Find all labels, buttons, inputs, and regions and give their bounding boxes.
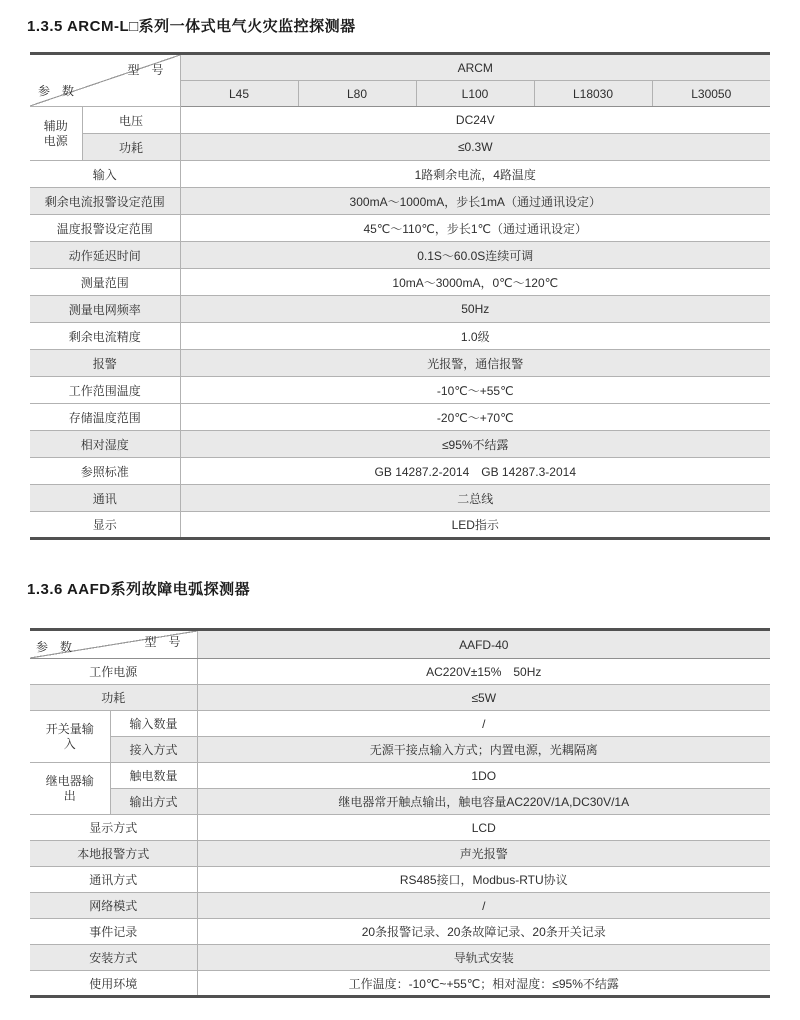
aafd-spec-table bbox=[30, 628, 770, 998]
row-label-cell: 网络模式 bbox=[30, 893, 197, 919]
arcm-spec-table bbox=[30, 52, 770, 540]
table-row bbox=[30, 945, 770, 971]
table-row bbox=[30, 296, 770, 323]
table-row bbox=[30, 404, 770, 431]
row-value-cell: / bbox=[197, 711, 770, 737]
row-label-cell: 功耗 bbox=[30, 685, 197, 711]
row-label-cell: 剩余电流精度 bbox=[30, 323, 180, 350]
table-row bbox=[30, 431, 770, 458]
row-value-cell: ≤0.3W bbox=[180, 134, 770, 161]
table-row bbox=[30, 269, 770, 296]
table-row bbox=[30, 107, 770, 134]
param-axis-label: 参 数 bbox=[38, 84, 75, 98]
row-value-cell: 声光报警 bbox=[197, 841, 770, 867]
row-label-cell: 输出方式 bbox=[110, 789, 197, 815]
table-row bbox=[30, 919, 770, 945]
table-row bbox=[30, 711, 770, 737]
row-label-cell: 存储温度范围 bbox=[30, 404, 180, 431]
param-axis-label: 参 数 bbox=[36, 640, 73, 654]
table-row bbox=[30, 971, 770, 997]
section-2-title: 1.3.6 AAFD系列故障电弧探测器 bbox=[27, 581, 251, 598]
table-row bbox=[30, 323, 770, 350]
model-header-cell: L18030 bbox=[534, 81, 652, 107]
row-label-cell: 报警 bbox=[30, 350, 180, 377]
table-row bbox=[30, 659, 770, 685]
table-row bbox=[30, 737, 770, 763]
row-label-cell: 使用环境 bbox=[30, 971, 197, 997]
row-value-cell: 1.0级 bbox=[180, 323, 770, 350]
row-value-cell: LED指示 bbox=[180, 512, 770, 539]
row-value-cell: 50Hz bbox=[180, 296, 770, 323]
row-value-cell: -20℃～+70℃ bbox=[180, 404, 770, 431]
row-value-cell: 45℃～110℃，步长1℃（通过通讯设定） bbox=[180, 215, 770, 242]
row-group-cell: 开关量输入 bbox=[30, 711, 110, 763]
row-label-cell: 工作电源 bbox=[30, 659, 197, 685]
row-label-cell: 参照标准 bbox=[30, 458, 180, 485]
row-group-cell: 辅助电源 bbox=[30, 107, 82, 161]
row-label-cell: 本地报警方式 bbox=[30, 841, 197, 867]
corner-cell bbox=[30, 54, 180, 107]
table-row bbox=[30, 161, 770, 188]
table-row bbox=[30, 215, 770, 242]
row-value-cell: 工作温度：-10℃~+55℃；相对湿度：≤95%不结露 bbox=[197, 971, 770, 997]
model-header-cell: L45 bbox=[180, 81, 298, 107]
table-row bbox=[30, 188, 770, 215]
row-label-cell: 通讯方式 bbox=[30, 867, 197, 893]
row-value-cell: 无源干接点输入方式；内置电源，光耦隔离 bbox=[197, 737, 770, 763]
row-label-cell: 显示方式 bbox=[30, 815, 197, 841]
table-row bbox=[30, 893, 770, 919]
table-row bbox=[30, 867, 770, 893]
table-row bbox=[30, 789, 770, 815]
row-value-cell: 10mA～3000mA，0℃～120℃ bbox=[180, 269, 770, 296]
row-label-cell: 剩余电流报警设定范围 bbox=[30, 188, 180, 215]
table-row bbox=[30, 350, 770, 377]
table-row bbox=[30, 763, 770, 789]
section-1-title: 1.3.5 ARCM-L□系列一体式电气火灾监控探测器 bbox=[27, 18, 356, 35]
table-row bbox=[30, 685, 770, 711]
row-label-cell: 测量范围 bbox=[30, 269, 180, 296]
corner-cell bbox=[30, 630, 197, 659]
row-label-cell: 温度报警设定范围 bbox=[30, 215, 180, 242]
row-label-cell: 工作范围温度 bbox=[30, 377, 180, 404]
row-value-cell: -10℃～+55℃ bbox=[180, 377, 770, 404]
row-value-cell: LCD bbox=[197, 815, 770, 841]
model-header-cell: AAFD-40 bbox=[197, 630, 770, 659]
row-value-cell: 二总线 bbox=[180, 485, 770, 512]
model-header-cell: L80 bbox=[298, 81, 416, 107]
row-value-cell: 继电器常开触点输出，触电容量AC220V/1A,DC30V/1A bbox=[197, 789, 770, 815]
row-value-cell: 20条报警记录、20条故障记录、20条开关记录 bbox=[197, 919, 770, 945]
row-value-cell: 1DO bbox=[197, 763, 770, 789]
model-axis-label: 型 号 bbox=[144, 635, 181, 649]
row-value-cell: 0.1S～60.0S连续可调 bbox=[180, 242, 770, 269]
row-label-cell: 相对湿度 bbox=[30, 431, 180, 458]
model-header-cell: L100 bbox=[416, 81, 534, 107]
corner-diagonal bbox=[30, 55, 180, 106]
row-label-cell: 安装方式 bbox=[30, 945, 197, 971]
table-row bbox=[30, 512, 770, 539]
header-row bbox=[30, 630, 770, 659]
table-row bbox=[30, 458, 770, 485]
row-group-cell: 继电器输出 bbox=[30, 763, 110, 815]
row-label-cell: 显示 bbox=[30, 512, 180, 539]
row-label-cell: 电压 bbox=[82, 107, 180, 134]
row-label-cell: 功耗 bbox=[82, 134, 180, 161]
row-label-cell: 触电数量 bbox=[110, 763, 197, 789]
series-header-cell: ARCM bbox=[180, 54, 770, 81]
row-label-cell: 动作延迟时间 bbox=[30, 242, 180, 269]
row-label-cell: 通讯 bbox=[30, 485, 180, 512]
corner-diagonal bbox=[30, 631, 197, 658]
row-label-cell: 接入方式 bbox=[110, 737, 197, 763]
row-label-cell: 事件记录 bbox=[30, 919, 197, 945]
row-value-cell: 导轨式安装 bbox=[197, 945, 770, 971]
row-value-cell: ≤95%不结露 bbox=[180, 431, 770, 458]
row-value-cell: RS485接口，Modbus-RTU协议 bbox=[197, 867, 770, 893]
table-row bbox=[30, 841, 770, 867]
model-axis-label: 型 号 bbox=[127, 63, 164, 77]
table-row bbox=[30, 377, 770, 404]
row-value-cell: 1路剩余电流，4路温度 bbox=[180, 161, 770, 188]
table-row bbox=[30, 242, 770, 269]
table-row bbox=[30, 134, 770, 161]
row-value-cell: / bbox=[197, 893, 770, 919]
header-row bbox=[30, 54, 770, 81]
row-value-cell: AC220V±15% 50Hz bbox=[197, 659, 770, 685]
model-header-cell: L30050 bbox=[652, 81, 770, 107]
row-value-cell: 光报警，通信报警 bbox=[180, 350, 770, 377]
row-value-cell: DC24V bbox=[180, 107, 770, 134]
table-row bbox=[30, 815, 770, 841]
row-value-cell: GB 14287.2-2014 GB 14287.3-2014 bbox=[180, 458, 770, 485]
row-value-cell: ≤5W bbox=[197, 685, 770, 711]
row-value-cell: 300mA～1000mA，步长1mA（通过通讯设定） bbox=[180, 188, 770, 215]
row-label-cell: 输入 bbox=[30, 161, 180, 188]
row-label-cell: 输入数量 bbox=[110, 711, 197, 737]
row-label-cell: 测量电网频率 bbox=[30, 296, 180, 323]
table-row bbox=[30, 485, 770, 512]
